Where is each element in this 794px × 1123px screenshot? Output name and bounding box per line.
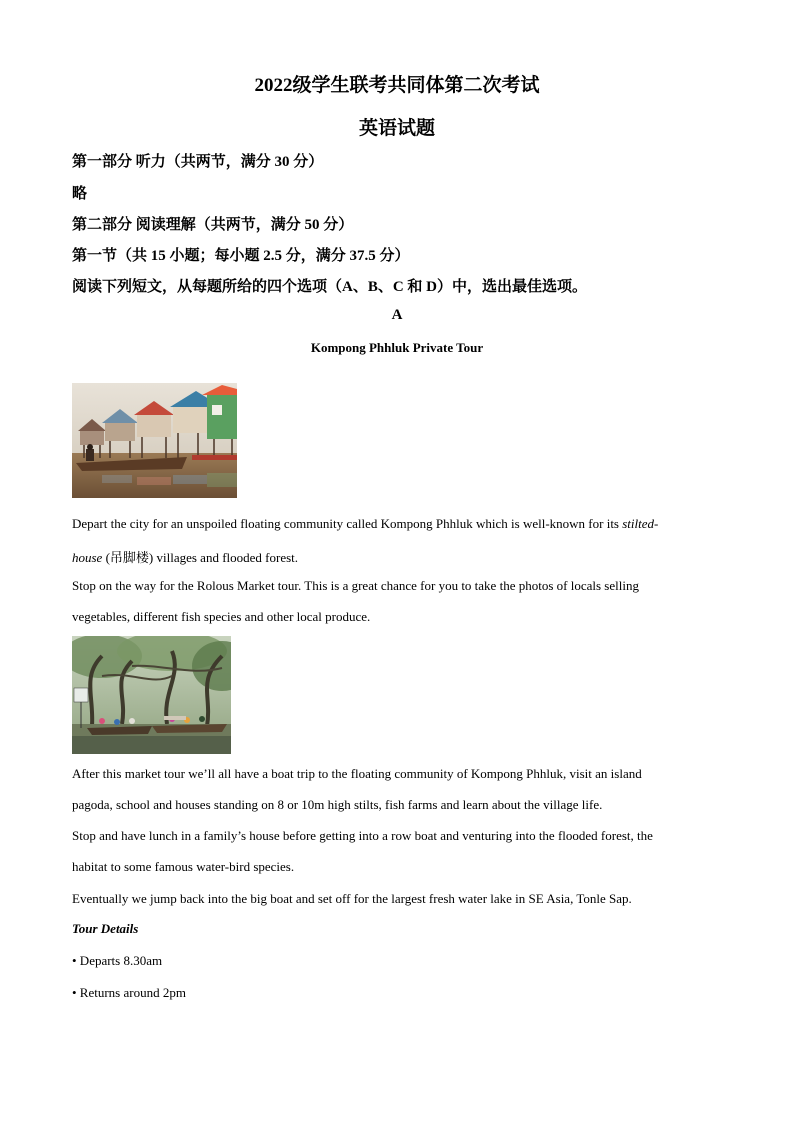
tour-detail-departs: • Departs 8.30am: [72, 953, 163, 968]
exam-title: 2022级学生联考共同体第二次考试: [254, 75, 540, 96]
section1-heading: 第一节（共 15 小题；每小题 2.5 分，满分 37.5 分）: [72, 248, 410, 264]
paragraph-3-line-2: pagoda, school and houses standing on 8 or 10m high stilts, fish farms and learn about the village life.: [72, 797, 603, 812]
instruction-text: 阅读下列短文，从每题所给的四个选项（A、B、C 和 D）中，选出最佳选项。: [72, 279, 588, 295]
passage-letter: A: [391, 307, 403, 323]
tour-detail-returns: • Returns around 2pm: [72, 985, 186, 1000]
flooded-forest-photo: [72, 636, 231, 754]
tour-details-heading: Tour Details: [72, 921, 139, 936]
part2-heading: 第二部分 阅读理解（共两节，满分 50 分）: [72, 217, 354, 233]
paragraph-2-line-1: Stop on the way for the Rolous Market tour. This is a great chance for you to take the photos of locals selling: [72, 578, 639, 593]
paragraph-5-line-1: Eventually we jump back into the big boat and set off for the largest fresh water lake in SE Asia, Tonle Sap.: [72, 891, 632, 906]
paragraph-1-line-2: house (吊脚楼) villages and flooded forest.: [72, 550, 299, 565]
paragraph-4-line-1: Stop and have lunch in a family’s house before getting into a row boat and venturing into the flooded forest, the: [72, 828, 653, 843]
paragraph-2-line-2: vegetables, different fish species and other local produce.: [72, 609, 371, 624]
passage-title: Kompong Phhluk Private Tour: [310, 340, 484, 355]
stilt-houses-photo: [72, 383, 237, 498]
part1-heading: 第一部分 听力（共两节，满分 30 分）: [72, 154, 324, 170]
part1-note: 略: [72, 186, 88, 202]
paragraph-3-line-1: After this market tour we’ll all have a boat trip to the floating community of Kompong Phhluk, visit an island: [72, 766, 642, 781]
paragraph-4-line-2: habitat to some famous water-bird species.: [72, 859, 295, 874]
exam-subtitle: 英语试题: [358, 118, 435, 139]
paragraph-1-line-1: Depart the city for an unspoiled floating community called Kompong Phhluk which is well-known for its stilted-: [72, 516, 659, 531]
